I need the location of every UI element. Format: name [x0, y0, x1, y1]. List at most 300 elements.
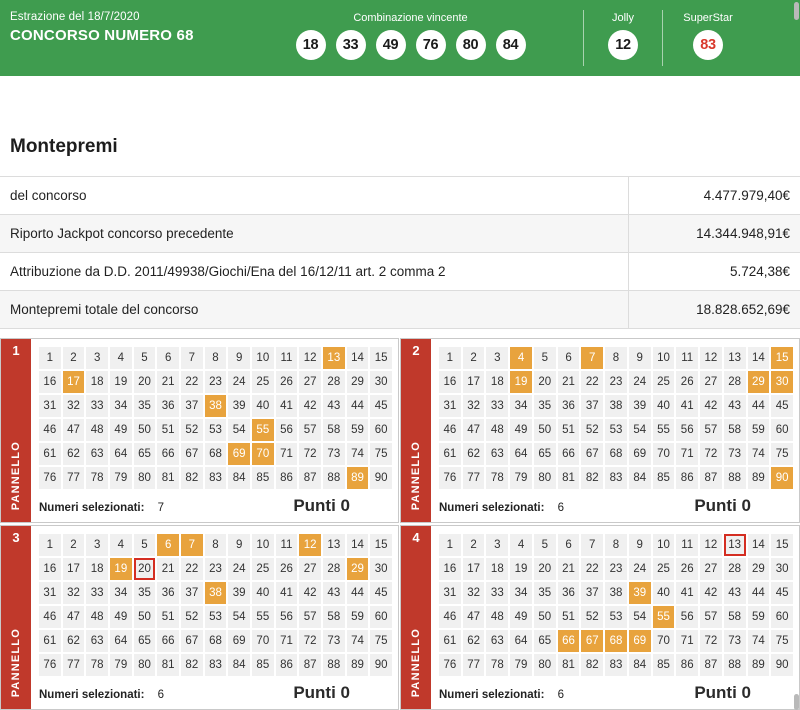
number-cell[interactable]: 8: [205, 347, 227, 369]
number-cell[interactable]: 64: [110, 630, 132, 652]
number-cell[interactable]: 31: [39, 582, 61, 604]
number-cell[interactable]: 56: [276, 419, 298, 441]
number-cell[interactable]: 81: [558, 654, 580, 676]
number-cell[interactable]: 58: [724, 606, 746, 628]
number-cell[interactable]: 14: [748, 347, 770, 369]
number-cell[interactable]: 32: [63, 582, 85, 604]
number-cell[interactable]: 62: [63, 630, 85, 652]
number-cell[interactable]: 27: [299, 371, 321, 393]
number-cell[interactable]: 33: [86, 395, 108, 417]
number-cell[interactable]: 24: [228, 558, 250, 580]
number-cell[interactable]: 71: [276, 443, 298, 465]
number-cell[interactable]: 80: [134, 654, 156, 676]
number-cell[interactable]: 83: [205, 654, 227, 676]
number-cell[interactable]: 10: [653, 347, 675, 369]
number-cell[interactable]: 51: [157, 606, 179, 628]
number-cell[interactable]: 87: [700, 654, 722, 676]
number-cell[interactable]: 14: [347, 347, 369, 369]
number-cell[interactable]: 15: [370, 534, 392, 556]
number-cell[interactable]: 30: [771, 558, 793, 580]
number-cell[interactable]: 63: [486, 443, 508, 465]
number-cell[interactable]: 8: [605, 347, 627, 369]
number-cell[interactable]: 32: [463, 395, 485, 417]
number-cell[interactable]: 35: [534, 582, 556, 604]
number-cell[interactable]: 13: [323, 534, 345, 556]
number-cell[interactable]: 34: [110, 582, 132, 604]
number-cell[interactable]: 3: [486, 534, 508, 556]
number-cell[interactable]: 43: [724, 395, 746, 417]
number-cell[interactable]: 88: [323, 654, 345, 676]
number-cell[interactable]: 89: [347, 654, 369, 676]
number-cell[interactable]: 57: [299, 606, 321, 628]
number-cell[interactable]: 39: [629, 395, 651, 417]
number-cell[interactable]: 12: [700, 534, 722, 556]
number-cell[interactable]: 16: [39, 371, 61, 393]
number-cell[interactable]: 61: [39, 443, 61, 465]
number-cell[interactable]: 42: [700, 582, 722, 604]
number-cell[interactable]: 28: [323, 371, 345, 393]
number-cell[interactable]: 1: [39, 347, 61, 369]
number-cell[interactable]: 39: [629, 582, 651, 604]
number-cell[interactable]: 89: [347, 467, 369, 489]
number-cell[interactable]: 68: [605, 443, 627, 465]
number-cell[interactable]: 38: [605, 395, 627, 417]
number-cell[interactable]: 76: [439, 467, 461, 489]
number-cell[interactable]: 77: [63, 654, 85, 676]
number-cell[interactable]: 18: [486, 558, 508, 580]
number-cell[interactable]: 13: [724, 347, 746, 369]
number-cell[interactable]: 65: [534, 443, 556, 465]
number-cell[interactable]: 25: [653, 371, 675, 393]
number-cell[interactable]: 10: [653, 534, 675, 556]
number-cell[interactable]: 71: [276, 630, 298, 652]
number-cell[interactable]: 7: [581, 347, 603, 369]
number-cell[interactable]: 33: [486, 582, 508, 604]
number-cell[interactable]: 67: [181, 443, 203, 465]
number-cell[interactable]: 5: [134, 534, 156, 556]
number-cell[interactable]: 38: [205, 395, 227, 417]
number-cell[interactable]: 72: [700, 630, 722, 652]
number-cell[interactable]: 12: [299, 534, 321, 556]
number-cell[interactable]: 12: [299, 347, 321, 369]
number-cell[interactable]: 75: [370, 443, 392, 465]
number-cell[interactable]: 44: [347, 582, 369, 604]
number-cell[interactable]: 69: [629, 443, 651, 465]
number-cell[interactable]: 16: [39, 558, 61, 580]
number-cell[interactable]: 58: [323, 419, 345, 441]
number-cell[interactable]: 28: [724, 371, 746, 393]
number-cell[interactable]: 73: [323, 630, 345, 652]
number-cell[interactable]: 34: [510, 582, 532, 604]
number-cell[interactable]: 24: [629, 371, 651, 393]
number-cell[interactable]: 70: [653, 443, 675, 465]
number-cell[interactable]: 82: [581, 654, 603, 676]
number-cell[interactable]: 36: [157, 395, 179, 417]
number-cell[interactable]: 82: [181, 467, 203, 489]
number-cell[interactable]: 37: [581, 582, 603, 604]
number-cell[interactable]: 46: [439, 606, 461, 628]
number-cell[interactable]: 21: [157, 558, 179, 580]
number-cell[interactable]: 83: [605, 654, 627, 676]
number-cell[interactable]: 44: [748, 582, 770, 604]
panel-4[interactable]: [400, 525, 800, 710]
number-cell[interactable]: 66: [157, 630, 179, 652]
number-cell[interactable]: 56: [276, 606, 298, 628]
number-grid[interactable]: [439, 534, 793, 676]
number-cell[interactable]: 48: [486, 606, 508, 628]
number-cell[interactable]: 66: [558, 443, 580, 465]
number-cell[interactable]: 62: [63, 443, 85, 465]
number-cell[interactable]: 60: [370, 419, 392, 441]
number-cell[interactable]: 45: [370, 395, 392, 417]
number-cell[interactable]: 30: [370, 558, 392, 580]
number-cell[interactable]: 60: [771, 419, 793, 441]
number-cell[interactable]: 47: [463, 419, 485, 441]
number-cell[interactable]: 48: [86, 606, 108, 628]
number-cell[interactable]: 20: [534, 371, 556, 393]
number-cell[interactable]: 6: [157, 347, 179, 369]
number-cell[interactable]: 53: [605, 419, 627, 441]
number-cell[interactable]: 25: [252, 371, 274, 393]
number-cell[interactable]: 37: [181, 582, 203, 604]
number-cell[interactable]: 26: [276, 558, 298, 580]
number-cell[interactable]: 55: [653, 606, 675, 628]
number-cell[interactable]: 71: [676, 630, 698, 652]
number-cell[interactable]: 75: [771, 630, 793, 652]
number-cell[interactable]: 88: [724, 467, 746, 489]
number-cell[interactable]: 19: [510, 371, 532, 393]
number-cell[interactable]: 67: [181, 630, 203, 652]
number-cell[interactable]: 30: [370, 371, 392, 393]
number-cell[interactable]: 53: [205, 419, 227, 441]
number-cell[interactable]: 13: [323, 347, 345, 369]
number-cell[interactable]: 1: [439, 534, 461, 556]
number-cell[interactable]: 14: [347, 534, 369, 556]
number-cell[interactable]: 25: [653, 558, 675, 580]
number-cell[interactable]: 86: [276, 467, 298, 489]
panel-3[interactable]: [0, 525, 399, 710]
number-cell[interactable]: 53: [205, 606, 227, 628]
number-cell[interactable]: 79: [110, 654, 132, 676]
number-cell[interactable]: 35: [134, 582, 156, 604]
number-cell[interactable]: 51: [157, 419, 179, 441]
number-cell[interactable]: 21: [558, 558, 580, 580]
number-cell[interactable]: 63: [86, 630, 108, 652]
scrollbar-thumb-bottom[interactable]: [794, 694, 799, 710]
number-cell[interactable]: 17: [463, 558, 485, 580]
number-cell[interactable]: 26: [676, 371, 698, 393]
number-cell[interactable]: 68: [605, 630, 627, 652]
scrollbar-thumb-top[interactable]: [794, 2, 799, 20]
number-cell[interactable]: 76: [39, 467, 61, 489]
number-cell[interactable]: 54: [629, 606, 651, 628]
number-cell[interactable]: 47: [63, 606, 85, 628]
number-cell[interactable]: 84: [228, 467, 250, 489]
number-cell[interactable]: 20: [534, 558, 556, 580]
number-cell[interactable]: 47: [63, 419, 85, 441]
number-cell[interactable]: 64: [510, 443, 532, 465]
number-cell[interactable]: 72: [299, 630, 321, 652]
number-cell[interactable]: 3: [86, 534, 108, 556]
number-cell[interactable]: 89: [748, 654, 770, 676]
number-cell[interactable]: 87: [700, 467, 722, 489]
number-cell[interactable]: 26: [276, 371, 298, 393]
number-cell[interactable]: 29: [347, 371, 369, 393]
number-cell[interactable]: 39: [228, 582, 250, 604]
page-scrollbar[interactable]: [794, 0, 800, 710]
number-cell[interactable]: 79: [510, 654, 532, 676]
number-cell[interactable]: 54: [629, 419, 651, 441]
number-cell[interactable]: 63: [486, 630, 508, 652]
number-cell[interactable]: 77: [463, 654, 485, 676]
number-cell[interactable]: 64: [510, 630, 532, 652]
number-cell[interactable]: 49: [510, 419, 532, 441]
number-cell[interactable]: 41: [676, 582, 698, 604]
number-cell[interactable]: 55: [653, 419, 675, 441]
number-cell[interactable]: 77: [463, 467, 485, 489]
number-cell[interactable]: 86: [676, 654, 698, 676]
number-cell[interactable]: 71: [676, 443, 698, 465]
number-cell[interactable]: 65: [134, 443, 156, 465]
number-cell[interactable]: 89: [748, 467, 770, 489]
number-cell[interactable]: 90: [771, 467, 793, 489]
number-cell[interactable]: 18: [486, 371, 508, 393]
number-cell[interactable]: 76: [39, 654, 61, 676]
number-cell[interactable]: 66: [157, 443, 179, 465]
number-cell[interactable]: 23: [205, 371, 227, 393]
number-cell[interactable]: 16: [439, 371, 461, 393]
number-cell[interactable]: 56: [676, 606, 698, 628]
number-cell[interactable]: 40: [252, 395, 274, 417]
number-cell[interactable]: 85: [653, 467, 675, 489]
number-cell[interactable]: 4: [510, 347, 532, 369]
number-cell[interactable]: 69: [629, 630, 651, 652]
number-cell[interactable]: 57: [700, 419, 722, 441]
number-cell[interactable]: 3: [86, 347, 108, 369]
number-cell[interactable]: 9: [629, 534, 651, 556]
number-cell[interactable]: 38: [605, 582, 627, 604]
number-cell[interactable]: 50: [134, 606, 156, 628]
number-cell[interactable]: 49: [110, 419, 132, 441]
number-cell[interactable]: 65: [534, 630, 556, 652]
number-cell[interactable]: 24: [629, 558, 651, 580]
number-cell[interactable]: 73: [724, 630, 746, 652]
number-cell[interactable]: 32: [463, 582, 485, 604]
number-cell[interactable]: 81: [558, 467, 580, 489]
number-cell[interactable]: 17: [63, 371, 85, 393]
number-cell[interactable]: 50: [134, 419, 156, 441]
number-cell[interactable]: 18: [86, 558, 108, 580]
number-cell[interactable]: 73: [724, 443, 746, 465]
number-cell[interactable]: 28: [323, 558, 345, 580]
number-cell[interactable]: 19: [510, 558, 532, 580]
number-grid[interactable]: [39, 347, 392, 489]
number-cell[interactable]: 42: [700, 395, 722, 417]
number-cell[interactable]: 37: [181, 395, 203, 417]
number-cell[interactable]: 65: [134, 630, 156, 652]
number-cell[interactable]: 16: [439, 558, 461, 580]
number-cell[interactable]: 84: [228, 654, 250, 676]
number-cell[interactable]: 21: [157, 371, 179, 393]
number-cell[interactable]: 54: [228, 606, 250, 628]
number-cell[interactable]: 70: [252, 630, 274, 652]
number-cell[interactable]: 49: [510, 606, 532, 628]
number-cell[interactable]: 59: [748, 419, 770, 441]
number-cell[interactable]: 36: [558, 395, 580, 417]
number-cell[interactable]: 63: [86, 443, 108, 465]
number-grid[interactable]: [39, 534, 392, 676]
number-cell[interactable]: 34: [510, 395, 532, 417]
number-cell[interactable]: 47: [463, 606, 485, 628]
number-cell[interactable]: 85: [653, 654, 675, 676]
number-cell[interactable]: 45: [771, 395, 793, 417]
number-cell[interactable]: 2: [63, 534, 85, 556]
number-cell[interactable]: 15: [771, 534, 793, 556]
number-cell[interactable]: 72: [700, 443, 722, 465]
number-cell[interactable]: 24: [228, 371, 250, 393]
number-cell[interactable]: 31: [439, 582, 461, 604]
number-cell[interactable]: 61: [439, 443, 461, 465]
number-cell[interactable]: 35: [134, 395, 156, 417]
number-cell[interactable]: 1: [439, 347, 461, 369]
number-cell[interactable]: 48: [486, 419, 508, 441]
number-cell[interactable]: 26: [676, 558, 698, 580]
number-cell[interactable]: 75: [370, 630, 392, 652]
number-cell[interactable]: 56: [676, 419, 698, 441]
number-cell[interactable]: 55: [252, 419, 274, 441]
number-cell[interactable]: 4: [110, 534, 132, 556]
number-cell[interactable]: 46: [39, 419, 61, 441]
number-cell[interactable]: 22: [181, 371, 203, 393]
number-cell[interactable]: 90: [370, 467, 392, 489]
number-cell[interactable]: 52: [581, 606, 603, 628]
number-cell[interactable]: 7: [581, 534, 603, 556]
number-cell[interactable]: 14: [748, 534, 770, 556]
number-cell[interactable]: 5: [534, 534, 556, 556]
number-cell[interactable]: 78: [86, 654, 108, 676]
number-cell[interactable]: 17: [463, 371, 485, 393]
number-cell[interactable]: 52: [581, 419, 603, 441]
number-cell[interactable]: 48: [86, 419, 108, 441]
number-cell[interactable]: 51: [558, 419, 580, 441]
number-cell[interactable]: 51: [558, 606, 580, 628]
number-cell[interactable]: 78: [86, 467, 108, 489]
number-cell[interactable]: 29: [748, 558, 770, 580]
number-cell[interactable]: 43: [323, 395, 345, 417]
number-cell[interactable]: 85: [252, 467, 274, 489]
number-cell[interactable]: 36: [157, 582, 179, 604]
number-cell[interactable]: 4: [110, 347, 132, 369]
number-cell[interactable]: 15: [370, 347, 392, 369]
number-cell[interactable]: 66: [558, 630, 580, 652]
number-cell[interactable]: 79: [510, 467, 532, 489]
number-cell[interactable]: 23: [605, 558, 627, 580]
number-cell[interactable]: 22: [581, 371, 603, 393]
number-grid[interactable]: [439, 347, 793, 489]
number-cell[interactable]: 27: [700, 371, 722, 393]
number-cell[interactable]: 52: [181, 419, 203, 441]
number-cell[interactable]: 9: [228, 534, 250, 556]
number-cell[interactable]: 87: [299, 467, 321, 489]
number-cell[interactable]: 27: [700, 558, 722, 580]
number-cell[interactable]: 69: [228, 630, 250, 652]
number-cell[interactable]: 37: [581, 395, 603, 417]
number-cell[interactable]: 83: [205, 467, 227, 489]
number-cell[interactable]: 8: [205, 534, 227, 556]
number-cell[interactable]: 11: [676, 347, 698, 369]
number-cell[interactable]: 29: [347, 558, 369, 580]
number-cell[interactable]: 17: [63, 558, 85, 580]
number-cell[interactable]: 88: [323, 467, 345, 489]
number-cell[interactable]: 70: [653, 630, 675, 652]
number-cell[interactable]: 19: [110, 371, 132, 393]
number-cell[interactable]: 80: [534, 467, 556, 489]
number-cell[interactable]: 82: [181, 654, 203, 676]
number-cell[interactable]: 85: [252, 654, 274, 676]
number-cell[interactable]: 44: [347, 395, 369, 417]
number-cell[interactable]: 15: [771, 347, 793, 369]
number-cell[interactable]: 5: [134, 347, 156, 369]
number-cell[interactable]: 46: [439, 419, 461, 441]
number-cell[interactable]: 33: [86, 582, 108, 604]
number-cell[interactable]: 59: [347, 419, 369, 441]
number-cell[interactable]: 81: [157, 467, 179, 489]
number-cell[interactable]: 9: [629, 347, 651, 369]
number-cell[interactable]: 49: [110, 606, 132, 628]
number-cell[interactable]: 3: [486, 347, 508, 369]
number-cell[interactable]: 59: [748, 606, 770, 628]
number-cell[interactable]: 33: [486, 395, 508, 417]
panel-2[interactable]: [400, 338, 800, 523]
number-cell[interactable]: 84: [629, 654, 651, 676]
number-cell[interactable]: 82: [581, 467, 603, 489]
number-cell[interactable]: 23: [605, 371, 627, 393]
number-cell[interactable]: 39: [228, 395, 250, 417]
number-cell[interactable]: 84: [629, 467, 651, 489]
number-cell[interactable]: 62: [463, 630, 485, 652]
number-cell[interactable]: 42: [299, 395, 321, 417]
number-cell[interactable]: 90: [771, 654, 793, 676]
number-cell[interactable]: 62: [463, 443, 485, 465]
number-cell[interactable]: 9: [228, 347, 250, 369]
number-cell[interactable]: 6: [558, 534, 580, 556]
number-cell[interactable]: 80: [134, 467, 156, 489]
number-cell[interactable]: 34: [110, 395, 132, 417]
number-cell[interactable]: 68: [205, 630, 227, 652]
number-cell[interactable]: 90: [370, 654, 392, 676]
number-cell[interactable]: 22: [181, 558, 203, 580]
number-cell[interactable]: 58: [323, 606, 345, 628]
number-cell[interactable]: 23: [205, 558, 227, 580]
number-cell[interactable]: 41: [276, 582, 298, 604]
number-cell[interactable]: 25: [252, 558, 274, 580]
number-cell[interactable]: 68: [205, 443, 227, 465]
number-cell[interactable]: 78: [486, 654, 508, 676]
number-cell[interactable]: 22: [581, 558, 603, 580]
number-cell[interactable]: 30: [771, 371, 793, 393]
number-cell[interactable]: 7: [181, 534, 203, 556]
number-cell[interactable]: 20: [134, 371, 156, 393]
number-cell[interactable]: 50: [534, 606, 556, 628]
number-cell[interactable]: 10: [252, 347, 274, 369]
number-cell[interactable]: 31: [439, 395, 461, 417]
number-cell[interactable]: 86: [276, 654, 298, 676]
number-cell[interactable]: 1: [39, 534, 61, 556]
number-cell[interactable]: 10: [252, 534, 274, 556]
number-cell[interactable]: 13: [724, 534, 746, 556]
panel-1[interactable]: [0, 338, 399, 523]
number-cell[interactable]: 19: [110, 558, 132, 580]
